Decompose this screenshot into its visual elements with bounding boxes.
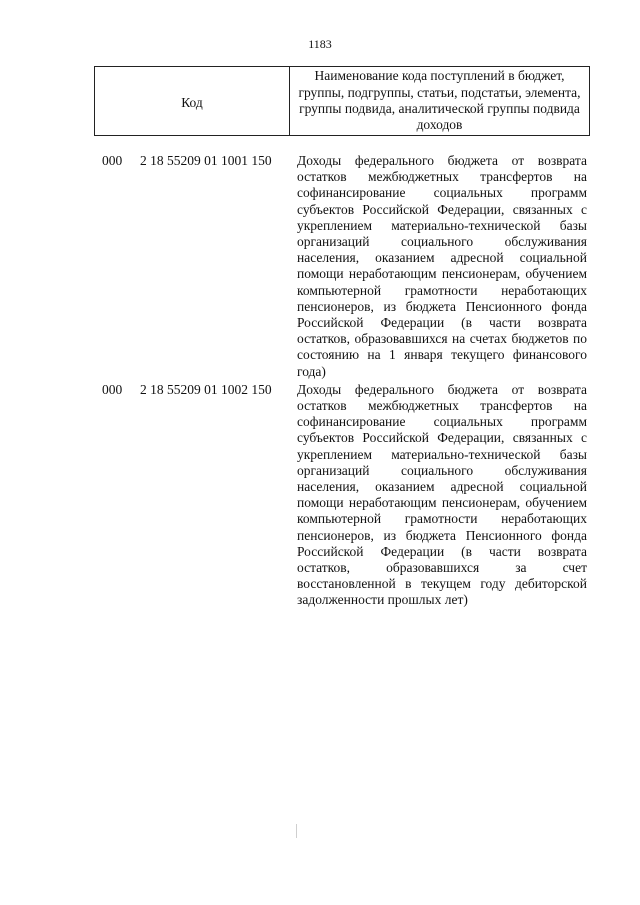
income-description: Доходы федерального бюджета от возврата остатков межбюджетных трансфертов на софинансирование социальных программ субъектов Российской Федерации, связанных с укреплением материально-технической базы организаций социального обслуживания населения, оказанием адресной социальной помощи неработающим пенсионерам, обучением компьютерной грамотности неработающих пенсионеров, из бюджета Пенсионного фонда Российской Федерации (в части возврата остатков, образовавшихся за счет восстановленной в текущем году дебиторской задолженности прошлых лет) [297, 381, 587, 608]
table-row [0, 382, 640, 609]
income-code: 2 18 55209 01 1001 150 [140, 153, 272, 168]
scan-mark [296, 824, 297, 838]
income-code: 2 18 55209 01 1002 150 [140, 381, 272, 397]
header-code-column: Код [95, 67, 290, 135]
table-header [94, 66, 590, 136]
admin-code: 000 [102, 381, 123, 397]
page-number: 1183 [308, 37, 332, 51]
income-description: Доходы федерального бюджета от возврата остатков межбюджетных трансфертов на софинансирование социальных программ субъектов Российской Федерации, связанных с укреплением материально-технической базы организаций социального обслуживания населения, оказанием адресной социальной помощи неработающим пенсионерам, обучением компьютерной грамотности неработающих пенсионеров, из бюджета Пенсионного фонда Российской Федерации (в части возврата остатков, образовавшихся на счетах бюджетов по состоянию на 1 января текущего финансового года) [297, 153, 587, 379]
admin-code: 000 [102, 153, 123, 168]
header-name-column: Наименование кода поступлений в бюджет, группы, подгруппы, статьи, подстатьи, элемента, группы подвида, аналитической группы подвида доходов [298, 68, 581, 133]
table-body [0, 153, 640, 609]
table-row [0, 153, 640, 380]
